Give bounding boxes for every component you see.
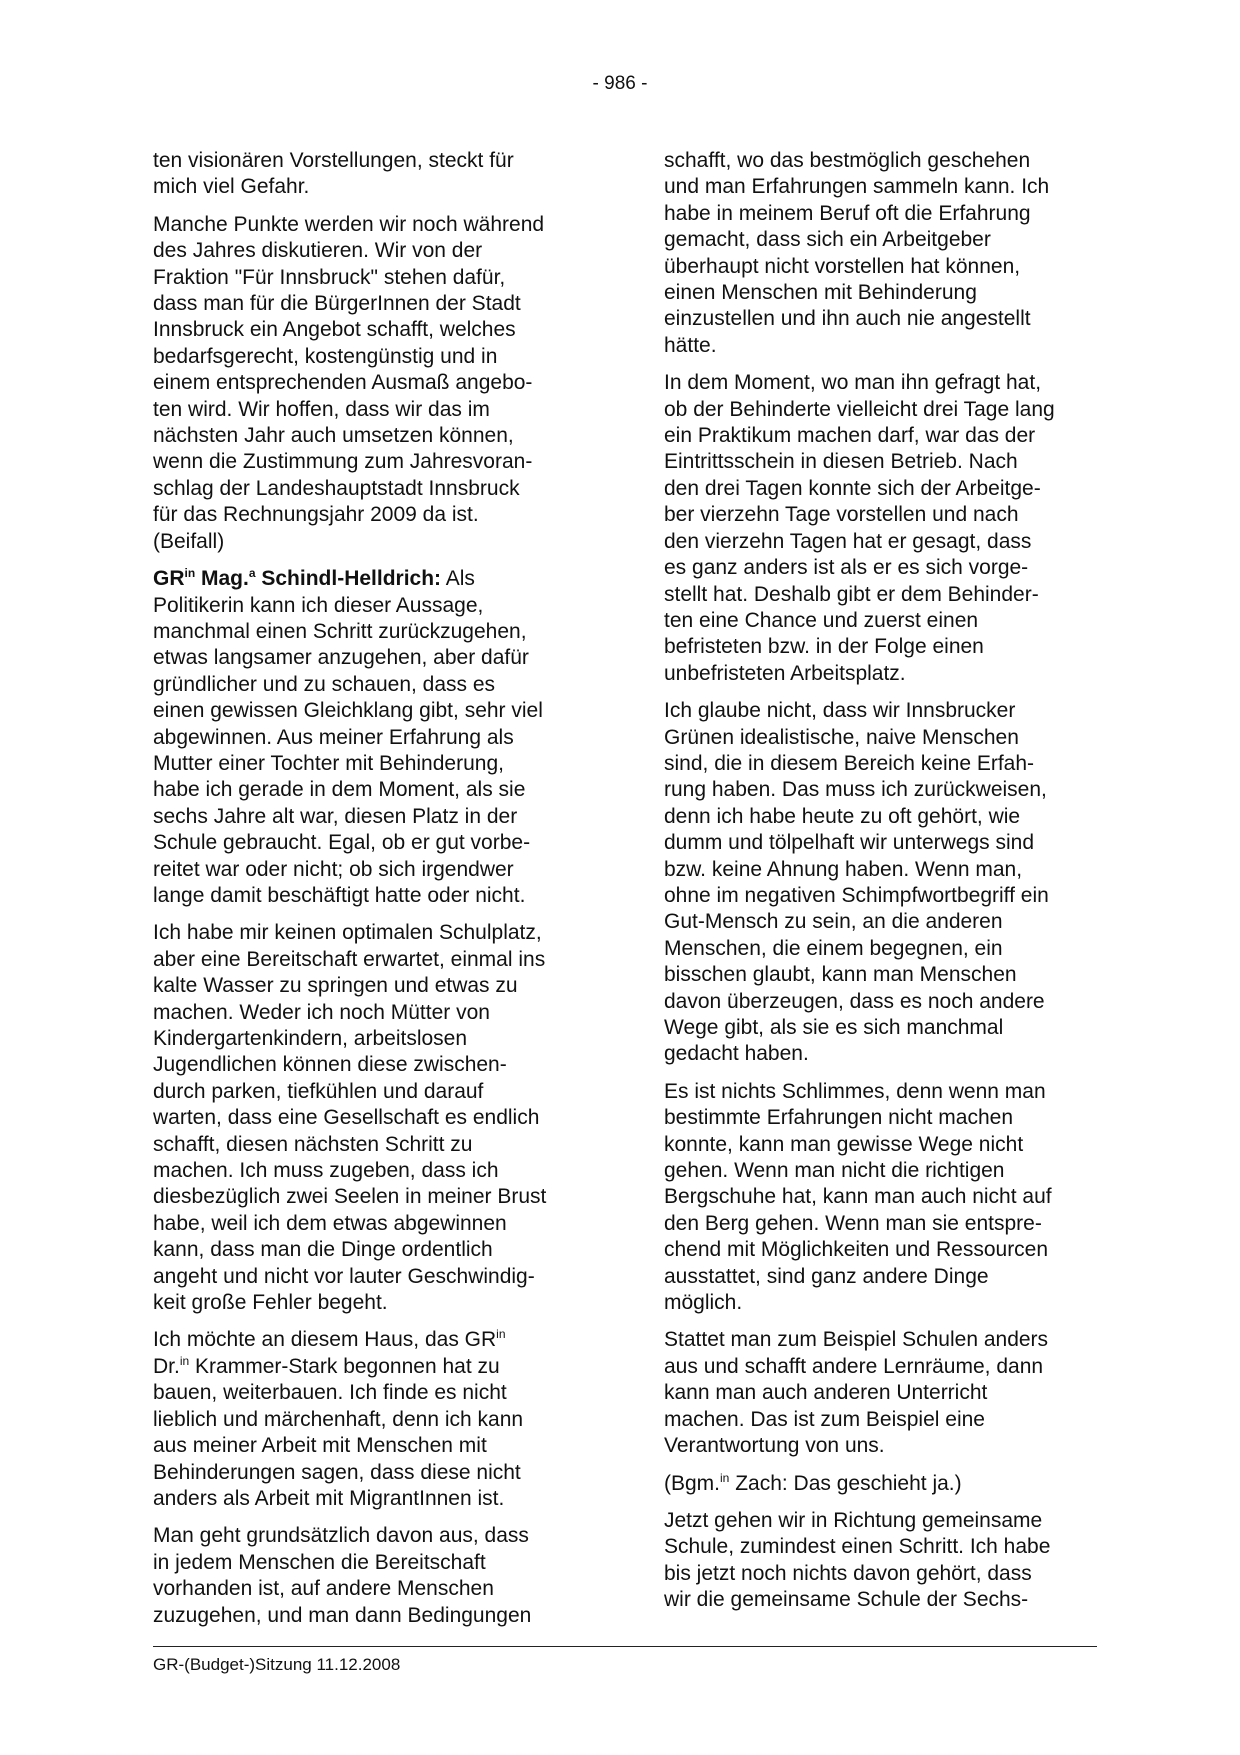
superscript: in — [496, 1327, 506, 1342]
paragraph: Man geht grundsätzlich davon aus, dass in jedem Menschen die Bereitschaft vorhanden ist, auf andere Menschen zuzugehen, und man dann Bedingungen — [153, 1524, 532, 1627]
speaker-paragraph — [153, 566, 578, 909]
text-segment: (Bgm. — [664, 1471, 721, 1495]
page-number: - 986 - — [592, 73, 648, 94]
text-segment: Zach: Das geschieht ja.) — [729, 1471, 962, 1495]
right-column — [664, 148, 1089, 1625]
speaker-title: GR — [153, 567, 185, 591]
speaker-surname: Schindl-Helldrich: — [255, 567, 442, 591]
superscript: in — [184, 566, 196, 581]
text-segment: Dr. — [153, 1354, 180, 1378]
paragraph: Es ist nichts Schlimmes, denn wenn man bestimmte Erfahrungen nicht machen konnte, kann man gewisse Wege nicht gehen. Wenn man nicht die richtigen Bergschuhe hat, kann man auch nicht auf den Berg gehen. Wenn man sie entspre- chend mit Möglichkeiten und Ressourcen ausstattet, sind ganz andere Dinge möglich. — [664, 1079, 1052, 1315]
superscript: a — [248, 566, 256, 581]
superscript: in — [179, 1353, 190, 1368]
paragraph: Ich habe mir keinen optimalen Schulplatz, aber eine Bereitschaft erwartet, einmal ins kalte Wasser zu springen und etwas zu machen. Weder ich noch Mütter von Kindergartenkindern, arbeitslosen Jugendlichen können diese zwischen- durch parken, tiefkühlen und darauf warten, dass eine Gesellschaft es endlich schafft, diesen nächsten Schritt zu machen. Ich muss zugeben, dass ich diesbezüglich zwei Seelen in meiner Brust habe, weil ich dem etwas abgewinnen kann, dass man die Dinge ordentlich angeht und nicht vor lauter Geschwindig- keit große Fehler begeht. — [153, 921, 547, 1315]
text-segment: Krammer-Stark begonnen hat zu bauen, weiterbauen. Ich finde es nicht lieblich und märchenhaft, denn ich kann aus meiner Arbeit mit Menschen mit Behinderungen sagen, dass diese nicht anders als Arbeit mit MigrantInnen ist. — [153, 1354, 524, 1510]
text-segment: Ich möchte an diesem Haus, das GR — [153, 1328, 497, 1352]
superscript: in — [720, 1470, 730, 1485]
speech-text: Als Politikerin kann ich dieser Aussage, manchmal einen Schritt zurückzugehen, etwas langsamer anzugehen, aber dafür gründlicher und zu schauen, dass es einen gewissen Gleichklang gibt, sehr viel abgewinnen. Aus meiner Erfahrung als Mutter einer Tochter mit Behinderung, habe ich gerade in dem Moment, als sie sechs Jahre alt war, diesen Platz in der Schule gebraucht. Egal, ob er gut vorbe- reitet war oder nicht; ob sich irgendwer lange damit beschäftigt hatte oder nicht. — [153, 567, 543, 907]
paragraph: Manche Punkte werden wir noch während des Jahres diskutieren. Wir von der Fraktion "Für Innsbruck" stehen dafür, dass man für die BürgerInnen der Stadt Innsbruck ein Angebot schafft, welches bedarfsgerecht, kostengünstig und in einem entsprechenden Ausmaß angebo- ten wird. Wir hoffen, dass wir das im nächsten Jahr auch umsetzen können, wenn die Zustimmung zum Jahresvoran- schlag der Landeshauptstadt Innsbruck für das Rechnungsjahr 2009 da ist. (Beifall) — [153, 212, 545, 553]
paragraph: Jetzt gehen wir in Richtung gemeinsame Schule, zumindest einen Schritt. Ich habe bis jetzt noch nichts davon gehört, dass wir die gemeinsame Schule der Sechs- — [664, 1508, 1051, 1612]
footer-text: GR-(Budget-)Sitzung 11.12.2008 — [153, 1655, 401, 1674]
paragraph: ten visionären Vorstellungen, steckt für mich viel Gefahr. — [153, 149, 514, 199]
speaker-title: Mag. — [195, 567, 249, 591]
left-column — [153, 148, 578, 1640]
paragraph: Stattet man zum Beispiel Schulen anders aus und schafft andere Lernräume, dann kann man auch anderen Unterricht machen. Das ist zum Beispiel eine Verantwortung von uns. — [664, 1328, 1049, 1458]
speaker-name — [153, 567, 441, 590]
paragraph: In dem Moment, wo man ihn gefragt hat, ob der Behinderte vielleicht drei Tage lang ein Praktikum machen darf, war das der Eintrittsschein in diesen Betrieb. Nach den drei Tagen konnte sich der Arbeitge- ber vierzehn Tage vorstellen und nach den vierzehn Tagen hat er gesagt, dass es ganz anders ist als er es sich vorge- stellt hat. Deshalb gibt er dem Behinder- ten eine Chance und zuerst einen befristeten bzw. in der Folge einen unbefristeten Arbeitsplatz. — [664, 371, 1055, 685]
paragraph — [153, 1327, 578, 1512]
interjection — [664, 1471, 1089, 1497]
footer-divider — [153, 1646, 1097, 1647]
paragraph: schafft, wo das bestmöglich geschehen und man Erfahrungen sammeln kann. Ich habe in meinem Beruf oft die Erfahrung gemacht, dass sich ein Arbeitgeber überhaupt nicht vorstellen hat können, einen Menschen mit Behinderung einzustellen und ihn auch nie angestellt hätte. — [664, 149, 1050, 357]
paragraph: Ich glaube nicht, dass wir Innsbrucker Grünen idealistische, naive Menschen sind, die in diesem Bereich keine Erfah- rung haben. Das muss ich zurückweisen, denn ich habe heute zu oft gehört, wie dumm und tölpelhaft wir unterwegs sind bzw. keine Ahnung haben. Wenn man, ohne im negativen Schimpfwortbegriff ein Gut-Mensch zu sein, an die anderen Menschen, die einem begegnen, ein bisschen glaubt, kann man Menschen davon überzeugen, dass es noch andere Wege gibt, als sie es sich manchmal gedacht haben. — [664, 699, 1049, 1066]
